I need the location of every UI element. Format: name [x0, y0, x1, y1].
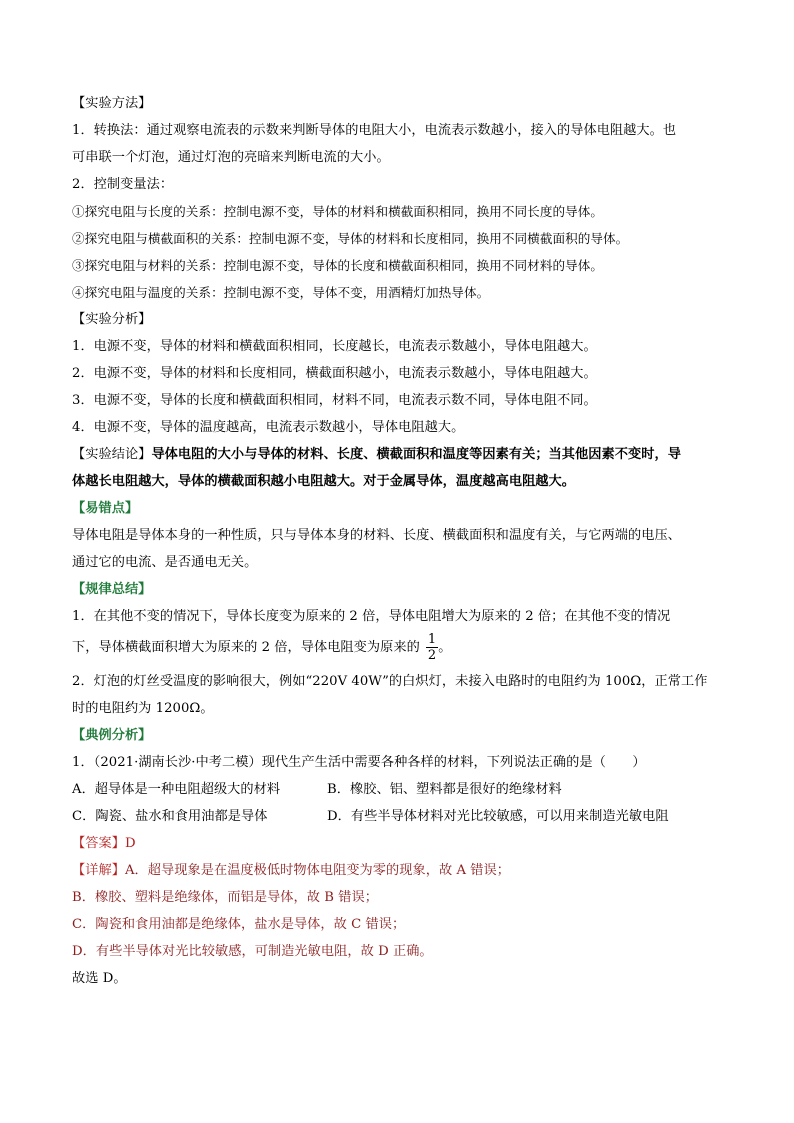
detail-line-2: B．橡胶、塑料是绝缘体，而铝是导体，故 B 错误；: [72, 890, 378, 905]
detail-line-1: [72, 857, 722, 884]
analysis-line-2: 2．电源不变，导体的材料和长度相同，横截面积越小，电流表示数越小，导体电阻越大。: [72, 366, 597, 381]
conclusion-heading: 【实验结论】: [72, 447, 152, 462]
summary-line-2-end: 。: [438, 640, 452, 655]
detail-label: 【详解】: [72, 863, 125, 878]
method-line-3: 2．控制变量法：: [72, 177, 174, 192]
summary-line-3: 2．灯泡的灯丝受温度的影响很大，例如“220V 40W”的白炽灯，未接入电路时的电阻约为 100Ω，正常工作: [72, 674, 708, 689]
options-row-1: [72, 776, 722, 803]
option-b: B．橡胶、铝、塑料都是很好的绝缘材料: [327, 782, 562, 797]
option-c: C．陶瓷、盐水和食用油都是导体: [72, 809, 268, 824]
answer-line: [72, 830, 722, 857]
final-choice: 故选 D。: [72, 971, 127, 986]
pitfall-line-2: 通过它的电流、是否通电无关。: [72, 555, 258, 570]
summary-line-2-text: 下，导体横截面积增大为原来的 2 倍，导体电阻变为原来的: [72, 640, 420, 655]
conclusion-line-2: 体越长电阻越大，导体的横截面积越小电阻越大。对于金属导体，温度越高电阻越大。: [72, 474, 576, 489]
answer-label: 【答案】: [72, 836, 125, 851]
option-d: D．有些半导体材料对光比较敏感，可以用来制造光敏电阻: [327, 809, 669, 824]
method-line-2: 可串联一个灯泡，通过灯泡的亮暗来判断电流的大小。: [72, 150, 390, 165]
fraction-denominator: 2: [427, 648, 437, 663]
fraction-numerator: 1: [427, 632, 437, 647]
analysis-line-4: 4．电源不变，导体的温度越高，电流表示数越小，导体电阻越大。: [72, 420, 465, 435]
conclusion-line-1: [72, 441, 722, 468]
detail-text-1: A．超导现象是在温度极低时物体电阻变为零的现象，故 A 错误；: [124, 863, 510, 878]
option-a: A．超导体是一种电阻超级大的材料: [72, 782, 281, 797]
analysis-heading: 【实验分析】: [72, 312, 152, 327]
example-heading: 【典例分析】: [72, 728, 152, 743]
pitfall-line-1: 导体电阻是导体本身的一种性质，只与导体本身的材料、长度、横截面积和温度有关，与它两端的电压、: [72, 528, 681, 543]
conclusion-text-1: 导体电阻的大小与导体的材料、长度、横截面积和温度等因素有关；当其他因素不变时，导: [151, 447, 681, 462]
control-item-3: ③探究电阻与材料的关系：控制电源不变，导体的长度和横截面积相同，换用不同材料的导体。: [72, 258, 604, 273]
example-question: 1．（2021·湖南长沙·中考二模）现代生产生活中需要各种各样的材料，下列说法正确的是（ ）: [72, 755, 646, 770]
document-body: [72, 90, 722, 992]
detail-line-3: C．陶瓷和食用油都是绝缘体，盐水是导体，故 C 错误；: [72, 917, 406, 932]
control-item-1: ①探究电阻与长度的关系：控制电源不变，导体的材料和横截面积相同，换用不同长度的导体。: [72, 204, 604, 219]
method-heading: 【实验方法】: [72, 96, 152, 111]
fraction-one-half: [426, 632, 438, 663]
summary-line-4: 时的电阻约为 1200Ω。: [72, 701, 214, 716]
summary-line-1: 1．在其他不变的情况下，导体长度变为原来的 2 倍，导体电阻增大为原来的 2 倍；在其他不变的情况: [72, 609, 671, 624]
control-item-2: ②探究电阻与横截面积的关系：控制电源不变，导体的材料和长度相同，换用不同横截面积的导体。: [72, 231, 629, 246]
summary-line-2: [72, 630, 722, 668]
control-item-4: ④探究电阻与温度的关系：控制电源不变，导体不变，用酒精灯加热导体。: [72, 285, 490, 300]
pitfall-heading: 【易错点】: [72, 501, 139, 516]
options-row-2: [72, 803, 722, 830]
summary-heading: 【规律总结】: [72, 582, 152, 597]
method-line-1: 1．转换法：通过观察电流表的示数来判断导体的电阻大小，电流表示数越小，接入的导体电阻越大。也: [72, 123, 677, 138]
analysis-line-1: 1．电源不变，导体的材料和横截面积相同，长度越长，电流表示数越小，导体电阻越大。: [72, 339, 597, 354]
analysis-line-3: 3．电源不变，导体的长度和横截面积相同，材料不同，电流表示数不同，导体电阻不同。: [72, 393, 597, 408]
answer-value: D: [124, 836, 136, 851]
detail-line-4: D．有些半导体对光比较敏感，可制造光敏电阻，故 D 正确。: [72, 944, 433, 959]
